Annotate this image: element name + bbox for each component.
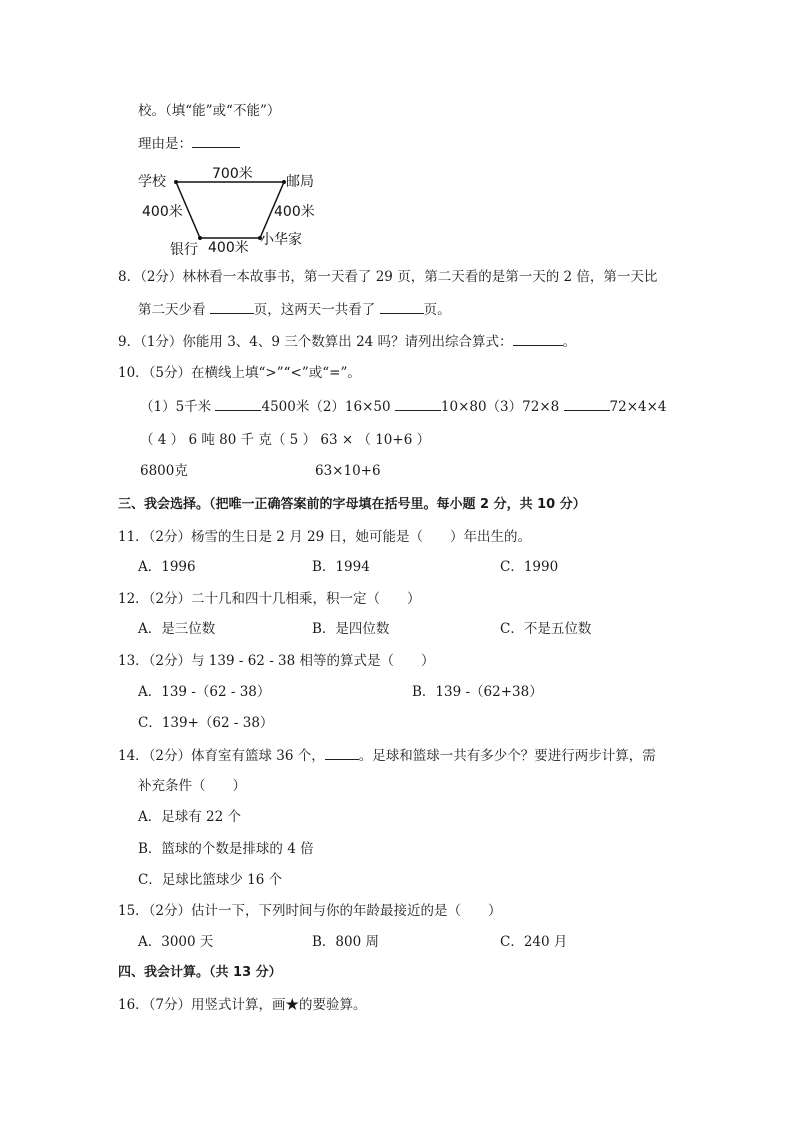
q7-continuation: 校。（填“能”或“不能”）	[138, 103, 281, 119]
q11-option-b[interactable]: B．1994	[312, 559, 370, 575]
q13-stem: 13．（2分）与 139 - 62 - 38 相等的算式是（ ）	[118, 653, 435, 669]
q13-option-c[interactable]: C．139+（62 - 38）	[138, 715, 274, 731]
q10-part3: 10×80（3）72×8	[440, 399, 564, 415]
q8-text-a: 第二天少看	[138, 302, 210, 318]
q15-option-b[interactable]: B．800 周	[312, 934, 379, 950]
q12-option-c[interactable]: C．不是五位数	[500, 621, 592, 637]
label-distance-top: 700米	[212, 166, 253, 182]
q9-blank[interactable]	[513, 332, 563, 346]
q14-text-b: 。足球和篮球一共有多少个？要进行两步计算，需	[358, 748, 656, 764]
route-map-diagram	[136, 162, 326, 258]
section-3-heading: 三、我会选择。（把唯一正确答案前的字母填在括号里。每小题 2 分，共 10 分）	[118, 497, 586, 512]
q10-part4: 72×4×4	[609, 399, 667, 415]
label-distance-left: 400米	[142, 204, 183, 220]
q11-option-a[interactable]: A．1996	[138, 559, 196, 575]
q14-stem-line1	[118, 746, 656, 765]
label-school: 学校	[138, 174, 166, 190]
q10-part2: 4500米（2）16×50	[261, 399, 395, 415]
q7-reason-blank[interactable]	[192, 134, 240, 148]
q8-blank-1[interactable]	[210, 300, 254, 314]
q14-option-c[interactable]: C．足球比篮球少 16 个	[138, 872, 283, 888]
q8-blank-2[interactable]	[380, 300, 424, 314]
school-point	[174, 180, 178, 184]
q14-option-b[interactable]: B．篮球的个数是排球的 4 倍	[138, 841, 314, 857]
q13-option-a[interactable]: A．139 -（62 - 38）	[138, 684, 271, 700]
bank-point	[198, 236, 202, 240]
q14-blank[interactable]	[325, 746, 359, 760]
q14-option-a[interactable]: A．足球有 22 个	[138, 809, 242, 825]
q9-end: 。	[562, 334, 577, 350]
q15-stem: 15．（2分）估计一下，下列时间与你的年龄最接近的是（ ）	[118, 903, 502, 919]
q12-stem: 12．（2分）二十几和四十几相乘，积一定（ ）	[118, 591, 421, 607]
q10-line3-a: 6800克	[140, 463, 188, 479]
q14-text-a: 14．（2分）体育室有篮球 36 个，	[118, 748, 325, 764]
q7-reason	[138, 134, 240, 153]
q16-stem: 16．（7分）用竖式计算，画★的要验算。	[118, 997, 367, 1013]
q10-blank-2[interactable]	[395, 397, 441, 411]
q9-stem	[118, 332, 576, 351]
q15-option-c[interactable]: C．240 月	[500, 934, 568, 950]
label-post: 邮局	[286, 174, 314, 190]
q11-option-c[interactable]: C．1990	[500, 559, 559, 575]
q10-line3-b: 63×10+6	[315, 463, 381, 479]
q12-option-a[interactable]: A．是三位数	[138, 621, 216, 637]
q14-stem-line2: 补充条件（ ）	[138, 778, 246, 794]
q10-part1: （1）5千米	[140, 399, 216, 415]
q9-text: 9．（1分）你能用 3、4、9 三个数算出 24 吗？请列出综合算式：	[118, 334, 513, 350]
q8-text-b: 页，这两天一共看了	[253, 302, 380, 318]
q11-stem: 11．（2分）杨雪的生日是 2 月 29 日，她可能是（ ）年出生的。	[118, 529, 531, 545]
q8-stem-line1: 8．（2分）林林看一本故事书，第一天看了 29 页，第二天看的是第一天的 2 倍，第一天比	[118, 269, 658, 285]
q15-option-a[interactable]: A．3000 天	[138, 934, 214, 950]
label-distance-bottom: 400米	[208, 240, 249, 256]
q10-stem: 10．（5分）在横线上填“>”“<”或“=”。	[118, 365, 361, 381]
q8-text-c: 页。	[423, 302, 451, 318]
label-distance-right: 400米	[274, 204, 315, 220]
section-4-heading: 四、我会计算。（共 13 分）	[118, 965, 282, 980]
q10-line2: （ 4 ） 6 吨 80 千 克（ 5 ） 63 × （ 10+6 ）	[140, 432, 431, 448]
q10-blank-3[interactable]	[564, 397, 610, 411]
q10-blank-1[interactable]	[215, 397, 261, 411]
label-bank: 银行	[170, 242, 198, 258]
q12-option-b[interactable]: B．是四位数	[312, 621, 390, 637]
q13-option-b[interactable]: B．139 -（62+38）	[412, 684, 543, 700]
label-home: 小华家	[260, 232, 302, 248]
q8-stem-line2	[138, 300, 451, 319]
q10-line1	[140, 397, 667, 416]
q7-reason-label: 理由是：	[138, 136, 192, 152]
